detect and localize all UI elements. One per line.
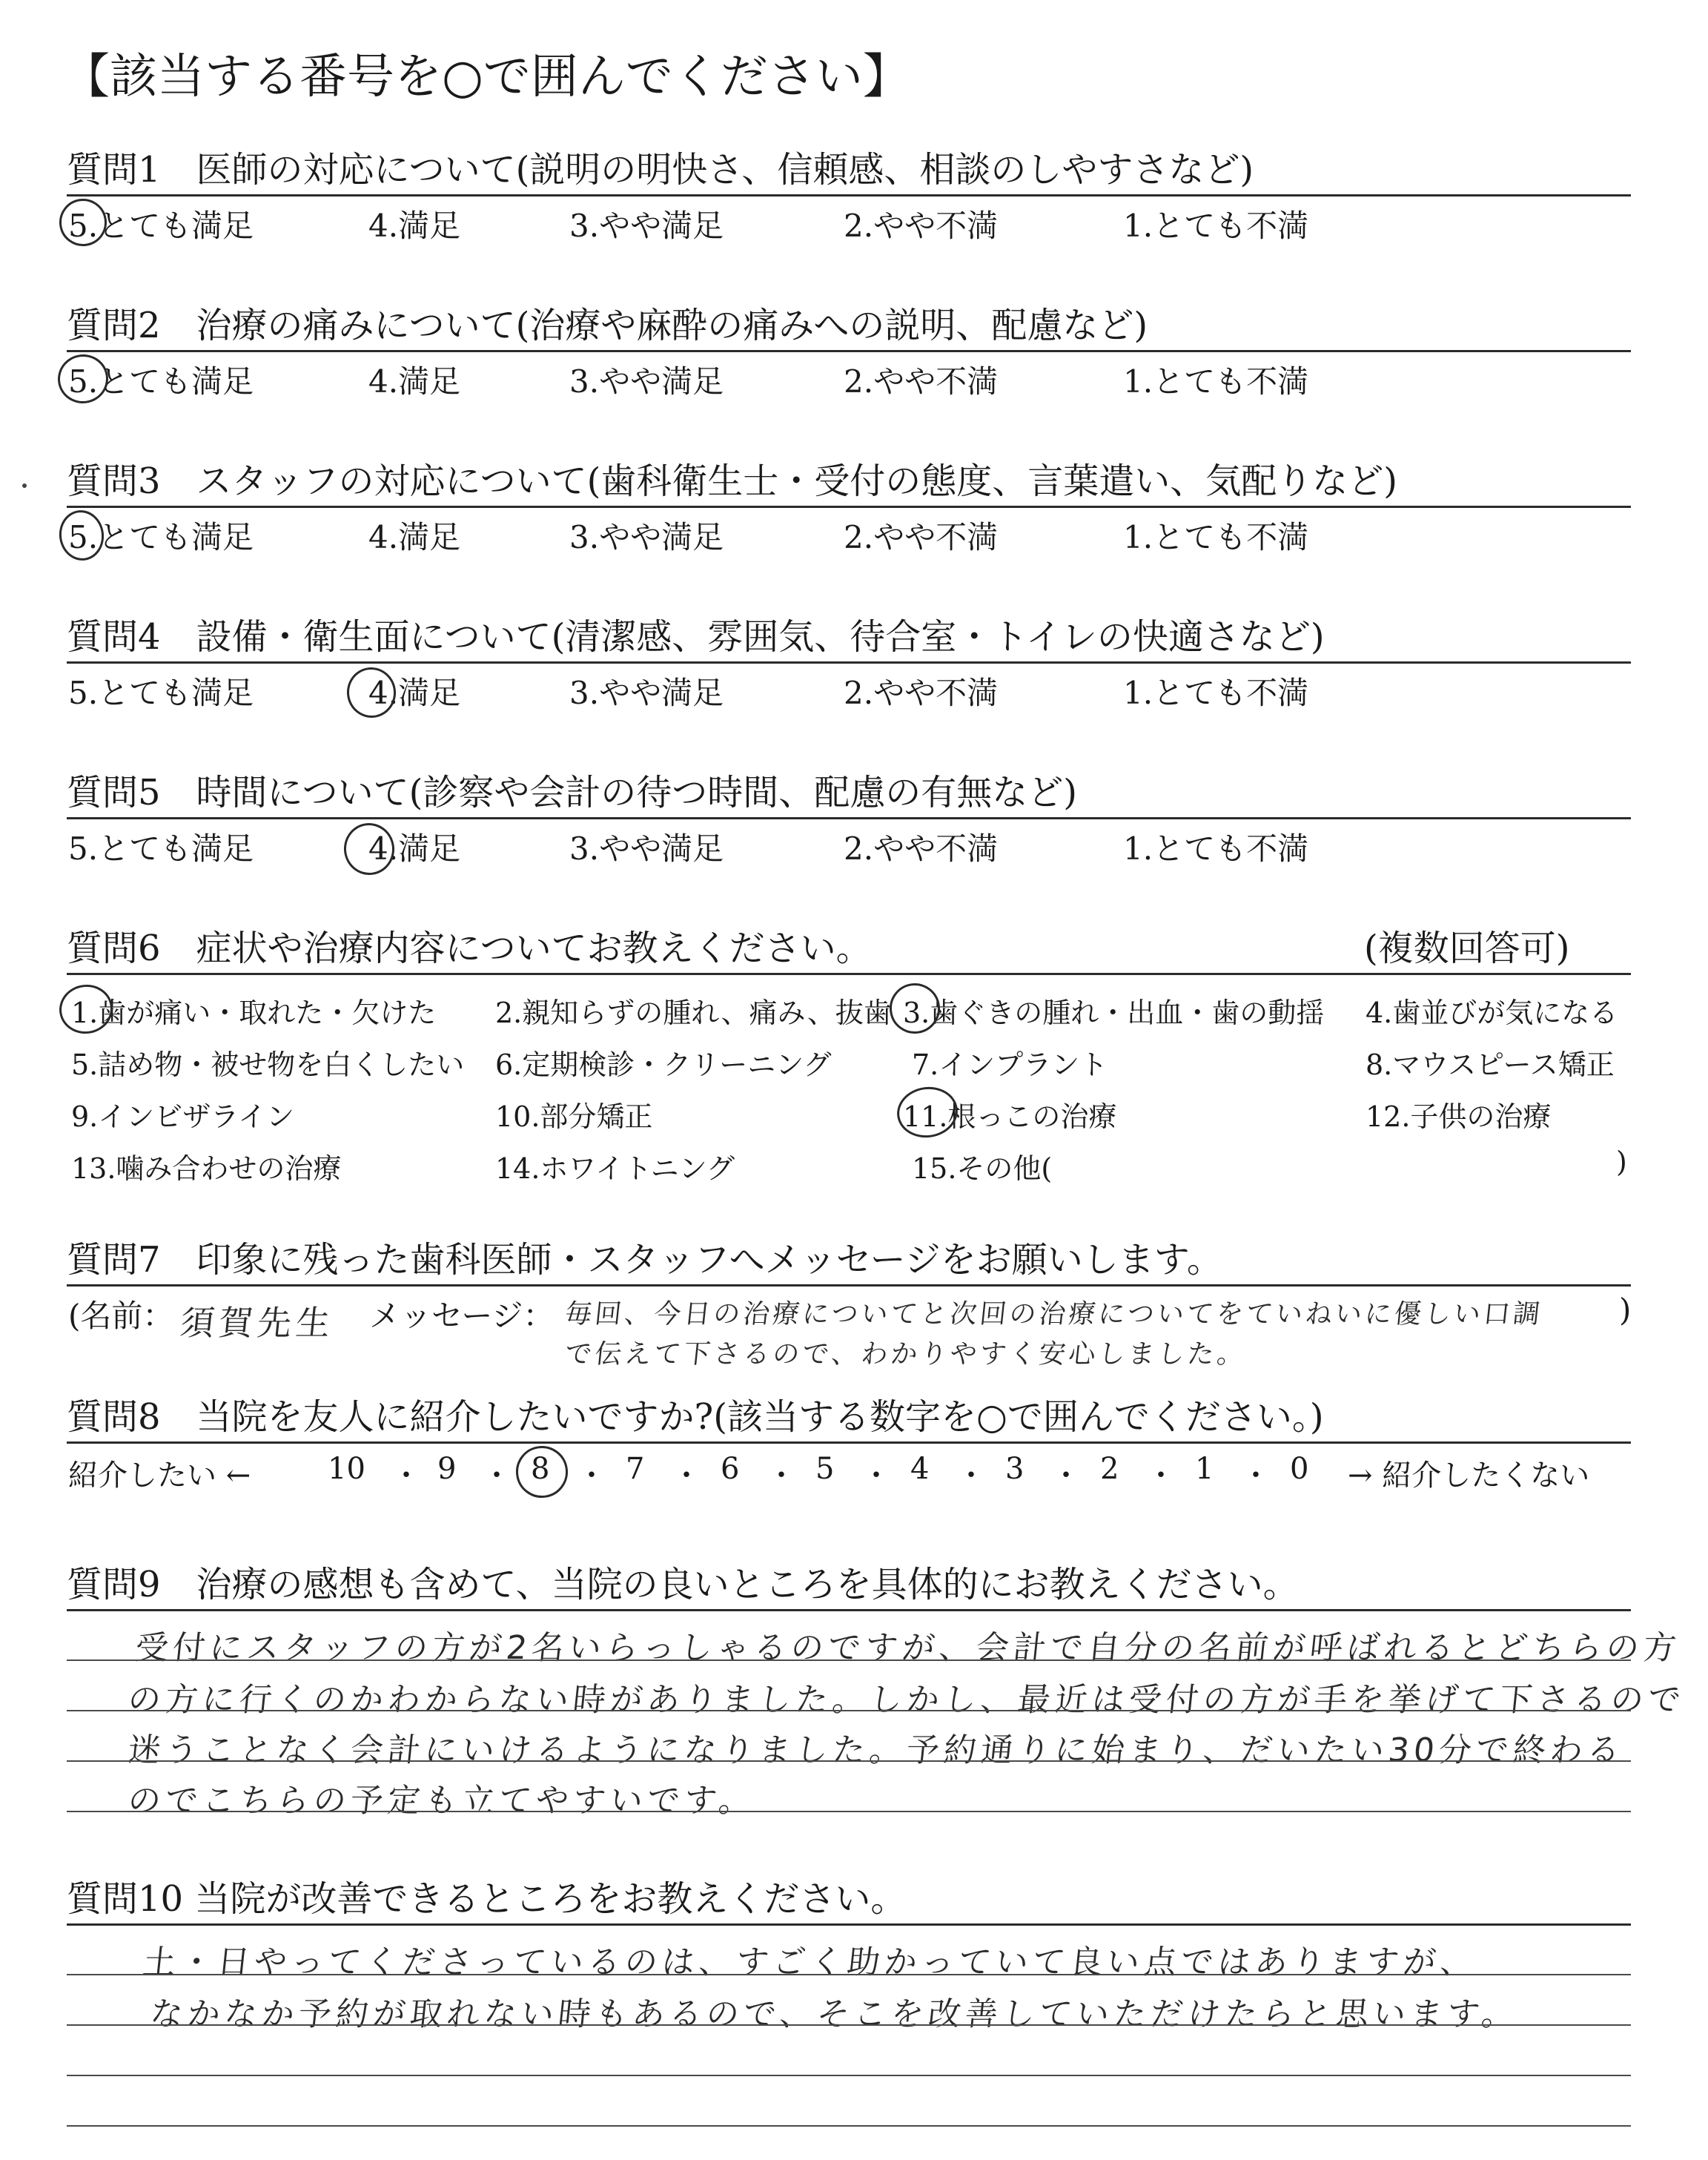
- q6-item-9[interactable]: 9.インビザライン: [71, 1100, 295, 1133]
- question-8-title: 質問8 当院を友人に紹介したいですか?(該当する数字を○で囲んでください。): [67, 1396, 1324, 1438]
- question-4-rule: [67, 661, 1631, 664]
- q8-sep: ・: [672, 1459, 701, 1493]
- question-9-rule: [67, 1609, 1631, 1611]
- question-9-title: 質問9 治療の感想も含めて、当院の良いところを具体的にお教えください。: [67, 1564, 1299, 1605]
- q3-option-4[interactable]: 4.満足: [368, 519, 461, 555]
- q2-option-3[interactable]: 3.やや満足: [569, 363, 724, 400]
- scan-speck: [22, 483, 27, 488]
- q6-item-11[interactable]: 11.根っこの治療: [903, 1100, 1117, 1133]
- q6-item-14[interactable]: 14.ホワイトニング: [495, 1152, 735, 1185]
- q8-scale-7[interactable]: 7: [626, 1452, 645, 1486]
- question-3-rule: [67, 506, 1631, 508]
- q2-option-2[interactable]: 2.やや不満: [844, 363, 999, 400]
- q7-message-line-1[interactable]: 毎回、今日の治療についてと次回の治療についてをていねいに優しい口調: [563, 1299, 1545, 1330]
- q10-writing-line: [67, 2075, 1631, 2076]
- q8-sep: ・: [1241, 1459, 1271, 1493]
- q7-name-value[interactable]: 須賀先生: [178, 1303, 337, 1343]
- q5-option-2[interactable]: 2.やや不満: [844, 830, 999, 867]
- q9-writing-line: [67, 1811, 1631, 1812]
- question-6-note: (複数回答可): [1364, 928, 1570, 969]
- q8-selection-circle: [512, 1442, 571, 1501]
- q8-scale-8[interactable]: 8: [531, 1452, 550, 1486]
- q6-item-6[interactable]: 6.定期検診・クリーニング: [495, 1048, 832, 1081]
- question-4-title: 質問4 設備・衛生面について(清潔感、雰囲気、待合室・トイレの快適さなど): [67, 616, 1325, 658]
- question-10-title: 質問10 当院が改善できるところをお教えください。: [67, 1878, 907, 1920]
- q9-answer-line-2[interactable]: の方に行くのかわからない時がありました。しかし、最近は受付の方が手を挙げて下さるので: [126, 1681, 1687, 1719]
- q8-scale-6[interactable]: 6: [721, 1452, 740, 1486]
- q3-option-3[interactable]: 3.やや満足: [569, 519, 724, 555]
- q10-answer-line-2[interactable]: なかなか予約が取れない時もあるので、そこを改善していただけたらと思います。: [148, 1995, 1521, 2033]
- q6-item-15-close: ): [1616, 1146, 1627, 1178]
- q3-option-2[interactable]: 2.やや不満: [844, 519, 999, 555]
- question-5-rule: [67, 817, 1631, 819]
- q1-option-3[interactable]: 3.やや満足: [569, 208, 724, 244]
- q7-message-label: メッセージ：: [369, 1298, 555, 1334]
- q7-close-paren: ): [1619, 1292, 1632, 1328]
- q8-scale-0[interactable]: 0: [1290, 1452, 1309, 1486]
- q3-option-5[interactable]: 5.とても満足: [68, 519, 254, 555]
- q6-item-12[interactable]: 12.子供の治療: [1366, 1100, 1552, 1133]
- q8-scale-5[interactable]: 5: [815, 1452, 835, 1486]
- q10-writing-line: [67, 1974, 1631, 1975]
- q6-item-15[interactable]: 15.その他(: [912, 1152, 1053, 1185]
- q1-option-4[interactable]: 4.満足: [368, 208, 461, 244]
- question-7-rule: [67, 1284, 1631, 1287]
- q6-item-4[interactable]: 4.歯並びが気になる: [1366, 997, 1618, 1029]
- q8-sep: ・: [391, 1459, 421, 1493]
- q8-sep: ・: [482, 1459, 512, 1493]
- q5-option-1[interactable]: 1.とても不満: [1123, 830, 1309, 867]
- q5-option-3[interactable]: 3.やや満足: [569, 830, 724, 867]
- q10-writing-line: [67, 2125, 1631, 2127]
- q1-option-2[interactable]: 2.やや不満: [844, 208, 999, 244]
- q2-option-1[interactable]: 1.とても不満: [1123, 363, 1309, 400]
- question-1-rule: [67, 194, 1631, 196]
- q6-item-7[interactable]: 7.インプラント: [912, 1048, 1108, 1081]
- q8-left-label: 紹介したい ←: [68, 1459, 251, 1493]
- q3-option-1[interactable]: 1.とても不満: [1123, 519, 1309, 555]
- q2-option-5[interactable]: 5.とても満足: [68, 363, 254, 400]
- question-10-rule: [67, 1923, 1631, 1926]
- q9-answer-line-4[interactable]: のでこちらの予定も立てやすいです。: [126, 1782, 758, 1820]
- q4-option-5[interactable]: 5.とても満足: [68, 675, 254, 711]
- q8-sep: ・: [956, 1459, 986, 1493]
- q8-right-label: → 紹介したくない: [1348, 1459, 1590, 1493]
- q10-answer-line-1[interactable]: 土・日やってくださっているのは、すごく助かっていて良い点ではありますが、: [141, 1943, 1480, 1981]
- q5-option-5[interactable]: 5.とても満足: [68, 830, 254, 867]
- question-3-title: 質問3 スタッフの対応について(歯科衛生士・受付の態度、言葉遣い、気配りなど): [67, 460, 1398, 502]
- q8-scale-2[interactable]: 2: [1100, 1452, 1119, 1486]
- q6-item-8[interactable]: 8.マウスピース矯正: [1366, 1048, 1615, 1081]
- q9-writing-line: [67, 1760, 1631, 1762]
- question-8-rule: [67, 1441, 1631, 1444]
- q4-option-1[interactable]: 1.とても不満: [1123, 675, 1309, 711]
- q6-item-5[interactable]: 5.詰め物・被せ物を白くしたい: [71, 1048, 465, 1081]
- q9-answer-line-3[interactable]: 迷うことなく会計にいけるようになりました。予約通りに始まり、だいたい30分で終わる: [126, 1731, 1626, 1769]
- q6-item-3[interactable]: 3.歯ぐきの腫れ・出血・歯の動揺: [903, 997, 1325, 1029]
- q9-writing-line: [67, 1659, 1631, 1661]
- q8-sep: ・: [577, 1459, 606, 1493]
- q8-sep: ・: [861, 1459, 891, 1493]
- q5-option-4[interactable]: 4.満足: [368, 830, 461, 867]
- question-6-rule: [67, 973, 1631, 975]
- q8-scale-10[interactable]: 10: [328, 1452, 365, 1486]
- q2-option-4[interactable]: 4.満足: [368, 363, 461, 400]
- q7-name-label: (名前：: [68, 1298, 174, 1334]
- q10-writing-line: [67, 2024, 1631, 2026]
- q4-option-2[interactable]: 2.やや不満: [844, 675, 999, 711]
- question-5-title: 質問5 時間について(診察や会計の待つ時間、配慮の有無など): [67, 772, 1078, 813]
- question-1-title: 質問1 医師の対応について(説明の明快さ、信頼感、相談のしやすさなど): [67, 149, 1254, 191]
- q1-option-5[interactable]: 5.とても満足: [68, 208, 254, 244]
- q8-scale-4[interactable]: 4: [910, 1452, 930, 1486]
- q8-scale-1[interactable]: 1: [1195, 1452, 1214, 1486]
- form-header: 【該当する番号を○で囲んでください】: [62, 50, 910, 105]
- q8-sep: ・: [1146, 1459, 1176, 1493]
- q4-option-3[interactable]: 3.やや満足: [569, 675, 724, 711]
- question-2-rule: [67, 350, 1631, 352]
- q9-answer-line-1[interactable]: 受付にスタッフの方が2名いらっしゃるのですが、会計で自分の名前が呼ばれるとどちらの方: [133, 1629, 1683, 1667]
- q6-item-1[interactable]: 1.歯が痛い・取れた・欠けた: [71, 997, 437, 1029]
- q6-item-2[interactable]: 2.親知らずの腫れ、痛み、抜歯: [495, 997, 892, 1029]
- q6-item-13[interactable]: 13.噛み合わせの治療: [71, 1152, 342, 1185]
- q8-sep: ・: [767, 1459, 796, 1493]
- question-2-title: 質問2 治療の痛みについて(治療や麻酔の痛みへの説明、配慮など): [67, 305, 1148, 346]
- question-6-title: 質問6 症状や治療内容についてお教えください。: [67, 928, 872, 969]
- q7-message-line-2[interactable]: で伝えて下さるので、わかりやすく安心しました。: [563, 1339, 1248, 1370]
- q8-scale-3[interactable]: 3: [1005, 1452, 1025, 1486]
- q6-item-10[interactable]: 10.部分矯正: [495, 1100, 653, 1133]
- q1-option-1[interactable]: 1.とても不満: [1123, 208, 1309, 244]
- q9-writing-line: [67, 1710, 1631, 1711]
- q4-option-4[interactable]: 4.満足: [368, 675, 461, 711]
- question-7-title: 質問7 印象に残った歯科医師・スタッフへメッセージをお願いします。: [67, 1239, 1222, 1281]
- q8-sep: ・: [1051, 1459, 1081, 1493]
- q8-scale-9[interactable]: 9: [437, 1452, 457, 1486]
